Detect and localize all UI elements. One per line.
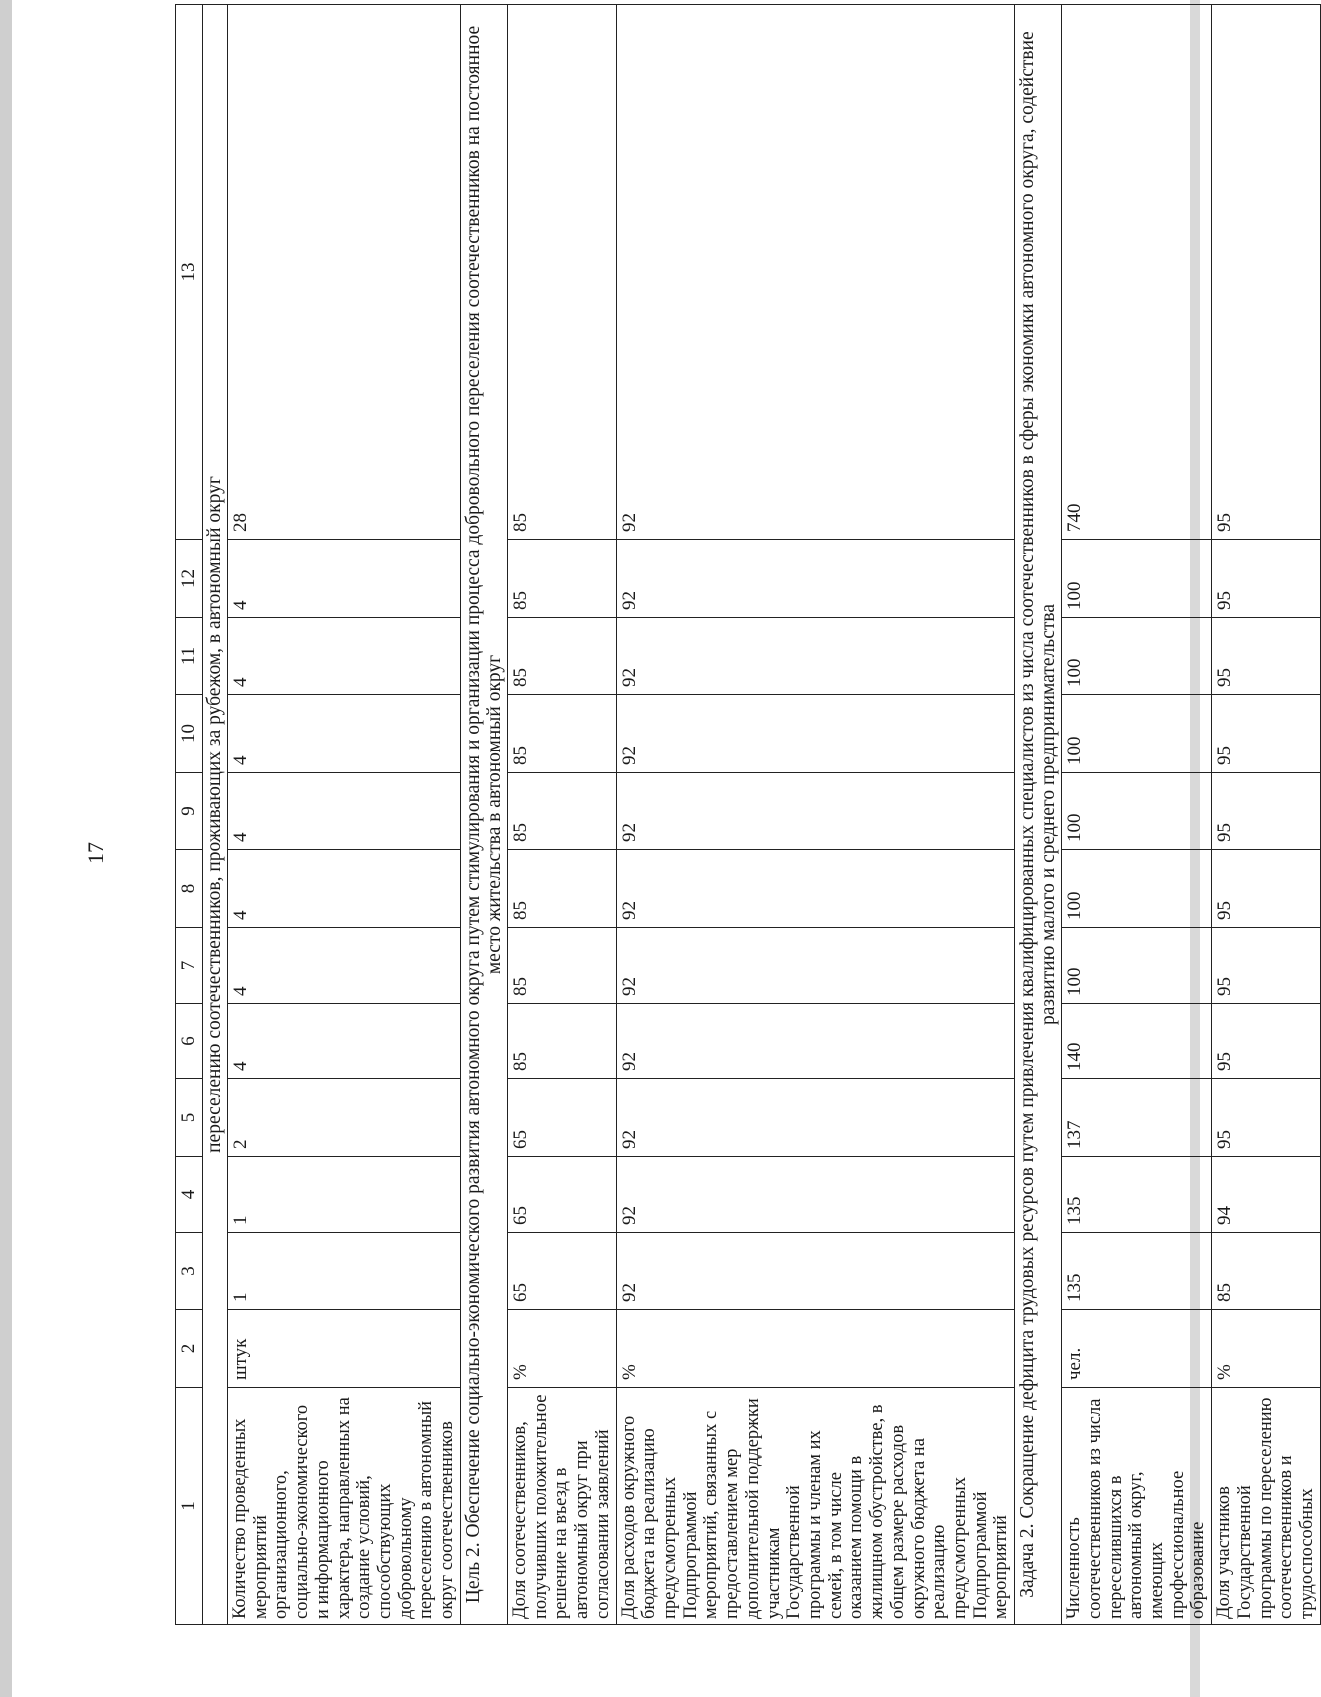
value-cell: 1 (228, 1157, 461, 1233)
header-cell-5: 5 (176, 1079, 203, 1157)
table-row (616, 5, 1015, 1625)
indicators-table (175, 4, 1321, 1625)
section-row (460, 5, 507, 1625)
value-cell: 92 (616, 1079, 1015, 1157)
task-2-heading: Задача 2. Сокращение дефицита трудовых ресурсов путем привлечения квалифицированных специалистов из числа соотечественников в сферы экономики автономного округа, содействие развитию малого и среднего предпринимательства (1015, 5, 1062, 1625)
value-cell: 92 (616, 1233, 1015, 1310)
unit-cell: % (1212, 1310, 1321, 1388)
value-cell: 740 (1062, 5, 1212, 540)
value-cell: 92 (616, 928, 1015, 1004)
value-cell: 92 (616, 1004, 1015, 1079)
indicator-label: Доля расходов окружного бюджета на реализацию предусмотренных Подпрограммой мероприятий, связанных с предоставлением мер дополнительной поддержки участникам Государственной программы и членам их семей, в том числе оказанием помощи в жилищном обустройстве, в общем размере расходов окружного бюджета на реализацию предусмотренных Подпрограммой мероприятий (616, 1388, 1015, 1625)
scan-edge-left (0, 0, 12, 1697)
value-cell: 94 (1212, 1157, 1321, 1233)
value-cell: 4 (228, 928, 461, 1004)
header-cell-1: 1 (176, 1388, 203, 1625)
table-row (228, 5, 461, 1625)
value-cell: 95 (1212, 773, 1321, 850)
value-cell: 4 (228, 1004, 461, 1079)
value-cell: 2 (228, 1079, 461, 1157)
header-cell-11: 11 (176, 618, 203, 695)
value-cell: 28 (228, 5, 461, 540)
value-cell: 85 (507, 540, 616, 618)
header-cell-7: 7 (176, 928, 203, 1004)
value-cell: 85 (507, 1004, 616, 1079)
value-cell: 92 (616, 695, 1015, 773)
section-row (1015, 5, 1062, 1625)
header-cell-10: 10 (176, 695, 203, 773)
value-cell: 65 (507, 1079, 616, 1157)
header-cell-4: 4 (176, 1157, 203, 1233)
value-cell: 4 (228, 695, 461, 773)
value-cell: 65 (507, 1233, 616, 1310)
value-cell: 95 (1212, 928, 1321, 1004)
value-cell: 100 (1062, 618, 1212, 695)
section-heading-continued: переселению соотечественников, проживающих за рубежом, в автономный округ (203, 5, 228, 1625)
value-cell: 100 (1062, 695, 1212, 773)
table-row (1212, 5, 1321, 1625)
value-cell: 92 (616, 618, 1015, 695)
value-cell: 92 (616, 1157, 1015, 1233)
value-cell: 100 (1062, 773, 1212, 850)
value-cell: 95 (1212, 540, 1321, 618)
goal-2-heading: Цель 2. Обеспечение социально-экономического развития автономного округа путем стимулирования и организации процесса добровольного переселения соотечественников на постоянное место жительства в автономный округ (460, 5, 507, 1625)
value-cell: 92 (616, 540, 1015, 618)
value-cell: 85 (507, 850, 616, 928)
value-cell: 95 (1212, 5, 1321, 540)
value-cell: 95 (1212, 1004, 1321, 1079)
value-cell: 4 (228, 540, 461, 618)
value-cell: 100 (1062, 928, 1212, 1004)
unit-cell: штук (228, 1310, 461, 1388)
header-cell-13: 13 (176, 5, 203, 540)
value-cell: 1 (228, 1233, 461, 1310)
page-number: 17 (83, 842, 108, 864)
value-cell: 85 (507, 5, 616, 540)
value-cell: 85 (507, 773, 616, 850)
header-row (176, 5, 203, 1625)
value-cell: 137 (1062, 1079, 1212, 1157)
value-cell: 92 (616, 773, 1015, 850)
value-cell: 85 (507, 618, 616, 695)
value-cell: 95 (1212, 695, 1321, 773)
header-cell-12: 12 (176, 540, 203, 618)
rotated-table-container (175, 5, 1318, 1625)
header-cell-3: 3 (176, 1233, 203, 1310)
indicator-label: Численность соотечественников из числа переселившихся в автономный округ, имеющих профессиональное образование (1062, 1388, 1212, 1625)
header-cell-9: 9 (176, 773, 203, 850)
value-cell: 95 (1212, 618, 1321, 695)
table-row (507, 5, 616, 1625)
header-cell-8: 8 (176, 850, 203, 928)
value-cell: 95 (1212, 1079, 1321, 1157)
indicator-label: Доля соотечественников, получивших положительное решение на въезд в автономный округ при согласовании заявлений (507, 1388, 616, 1625)
value-cell: 85 (1212, 1233, 1321, 1310)
value-cell: 85 (507, 695, 616, 773)
value-cell: 100 (1062, 850, 1212, 928)
table-row (1062, 5, 1212, 1625)
indicator-label: Количество проведенных мероприятий организационного, социально-экономического и информационного характера, направленных на создание условий, способствующих добровольному переселению в автономный округ соотечественников (228, 1388, 461, 1625)
value-cell: 92 (616, 850, 1015, 928)
value-cell: 140 (1062, 1004, 1212, 1079)
unit-cell: чел. (1062, 1310, 1212, 1388)
value-cell: 135 (1062, 1157, 1212, 1233)
value-cell: 95 (1212, 850, 1321, 928)
value-cell: 100 (1062, 540, 1212, 618)
section-row (203, 5, 228, 1625)
indicator-label: Доля участников Государственной программы по переселению соотечественников и трудоспособных (1212, 1388, 1321, 1625)
value-cell: 65 (507, 1157, 616, 1233)
value-cell: 92 (616, 5, 1015, 540)
value-cell: 4 (228, 618, 461, 695)
header-cell-2: 2 (176, 1310, 203, 1388)
header-cell-6: 6 (176, 1004, 203, 1079)
value-cell: 4 (228, 773, 461, 850)
unit-cell: % (616, 1310, 1015, 1388)
value-cell: 4 (228, 850, 461, 928)
value-cell: 85 (507, 928, 616, 1004)
unit-cell: % (507, 1310, 616, 1388)
value-cell: 135 (1062, 1233, 1212, 1310)
